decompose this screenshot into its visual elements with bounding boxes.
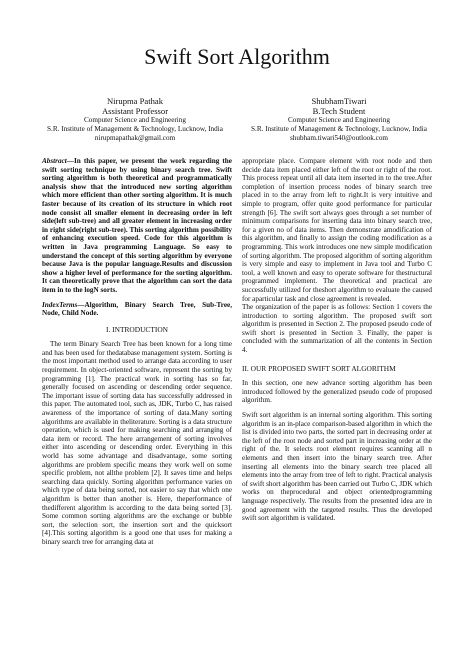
author-institute: S.R. Institute of Management & Technology, Lucknow, India [251, 125, 427, 134]
abstract-text: In this paper, we present the work regarding the swift sorting technique by using binary search tree. Swift sorting algorithm is both theoretical and programmatically analysis show that the introduced new sorting algorithm which more efficient than other sorting algorithm. It is much faster because of its creation of its structure in which root node consist all smaller element in decreasing order in left side(left sub-tree) and all greater element in increasing order in right side(right sub-tree). This sorting algorithm possibility of enhancing execution speed. Code for this algorithm is written in Java programming Language. So easy to understand the concept of this sorting algorithm by everyone because Java is the popular language.Results and discussion show a higher level of performance for the sorting algorithm. It can theoretically prove that the algorithm can sort the data item in to the logN sorts. [42, 157, 232, 294]
index-terms-text: Algorithm, Binary Search Tree, Sub-Tree, Node, Child Node. [42, 300, 232, 318]
author-role: B.Tech Student [312, 106, 366, 116]
author-1 [40, 96, 230, 144]
author-department: Computer Science and Engineering [288, 116, 390, 124]
index-terms [42, 301, 232, 318]
index-terms-label: IndexTerms— [42, 300, 85, 309]
left-column [42, 157, 232, 547]
section-heading-introduction: I. INTRODUCTION [106, 324, 168, 334]
author-email: shubham.tiwari540@outlook.com [289, 134, 389, 143]
paper-title: Swift Sort Algorithm [144, 44, 330, 69]
author-department: Computer Science and Engineering [84, 116, 186, 124]
author-name: ShubhamTiwari [311, 96, 367, 106]
right-column [242, 157, 432, 523]
author-role: Assistant Professor [101, 106, 169, 116]
introduction-continued: appropriate place. Compare element with root node and then decide data item placed either left of the root or right of the root. This process repeat until all data item inserted in to the tree.After completion of insertion process nodes of binary search tree placed in to the array from left to right.It is very intuitive and simple to program, offer quite good performance for particular strength [6]. The swift sort always goes through a set number of minimum comparisons for inserting data into binary search tree, for a given no of data items. Then demonstrate amodification of this algorithm, and finally to assign the coding modification as a programming. This work introduces one new simple modification of sorting algorithm. The proposed algorithm of sorting algorithm is very simple and easy to implement in Java tool and Turbo C tool, a well known and easy to operate software for thestructural programmed implement. The theoretical and practical are successfully utilized for theshort algorithm to evaluate the caused for aparticular task and close agreement is revealed. [242, 157, 432, 303]
section2-intro: In this section, one new advance sorting algorithm has been introduced followed by the generalized pseudo code of proposed algorithm. [242, 379, 432, 405]
author-name: Nirupma Pathak [106, 96, 164, 106]
introduction-text: The term Binary Search Tree has been known for a long time and has been used for thedatabase management system. Sorting is the most important method used to arrange data according to user requirement. In object-oriented software, represent the sorting by programming [1]. The practical work in sorting has so far, generally focused on ascending or descending order sequence. The important issue of sorting data has successfully addressed in this paper. The automated tool, such as, JDK, Turbo C, has raised awareness of the importance of sorting of data.Many sorting algorithms are available in theliterature. Sorting is a data structure operation, which is used for making searching and arranging of data item or record. The here arrangement of sorting involves either into ascending or descending order. Everything in this world has some advantage and disadvantage, some sorting algorithms are problem specific means they work well on some specific problem, not allthe problem [2]. It saves time and helps searching data quickly. Sorting algorithm performance varies on which type of data being sorted, not easier to say that which one algorithm is better than another is. Here, theperformance of thedifferent algorithm is according to the data being sorted [3]. Some common sorting algorithms are the exchange or bubble sort, the selection sort, the insertion sort and the quicksort [4].This sorting algorithm is a good one that uses for making a binary search tree for arranging data at [42, 340, 233, 546]
abstract-label: Abstract— [42, 157, 74, 165]
author-email: nirupmapathak@gmail.com [94, 134, 176, 143]
paper-organization: The organization of the paper is as follows: Section 1 covers the introduction to sorting algorithm. The proposed swift sort algorithm is presented in Section 2. The proposed pseudo code of swift short is presented in Section 3. Finally, the paper is concluded with the summarization of all the contents in Section 4. [242, 303, 432, 355]
author-institute: S.R. Institute of Management & Technology, Lucknow, India [47, 125, 223, 134]
section2-body: Swift sort algorithm is an internal sorting algorithm. This sorting algorithm is an in-place comparison-based algorithm in which the list is divided into two parts, the sorted part in decreasing order at the left of the root node and sorted part in increasing order at the right of the. It selects root element requires scanning all n elements and then insert into the binary search tree. After inserting all elements into the binary search tree placed all elements into the array from tree of left to right. Practical analysis of swift short algorithm has been carried out Turbo C, JDK which works on theprocedural and object orientedprogramming language respectively. The results from the presented idea are in good agreement with the targeted results. Thus the developed swift sort algorithm is validated. [242, 411, 432, 523]
author-2 [244, 96, 434, 144]
abstract [42, 157, 232, 295]
author-block [40, 96, 434, 144]
section-heading-proposed: II. OUR PROPOSED SWIFT SORT ALGORITHM [242, 363, 396, 373]
